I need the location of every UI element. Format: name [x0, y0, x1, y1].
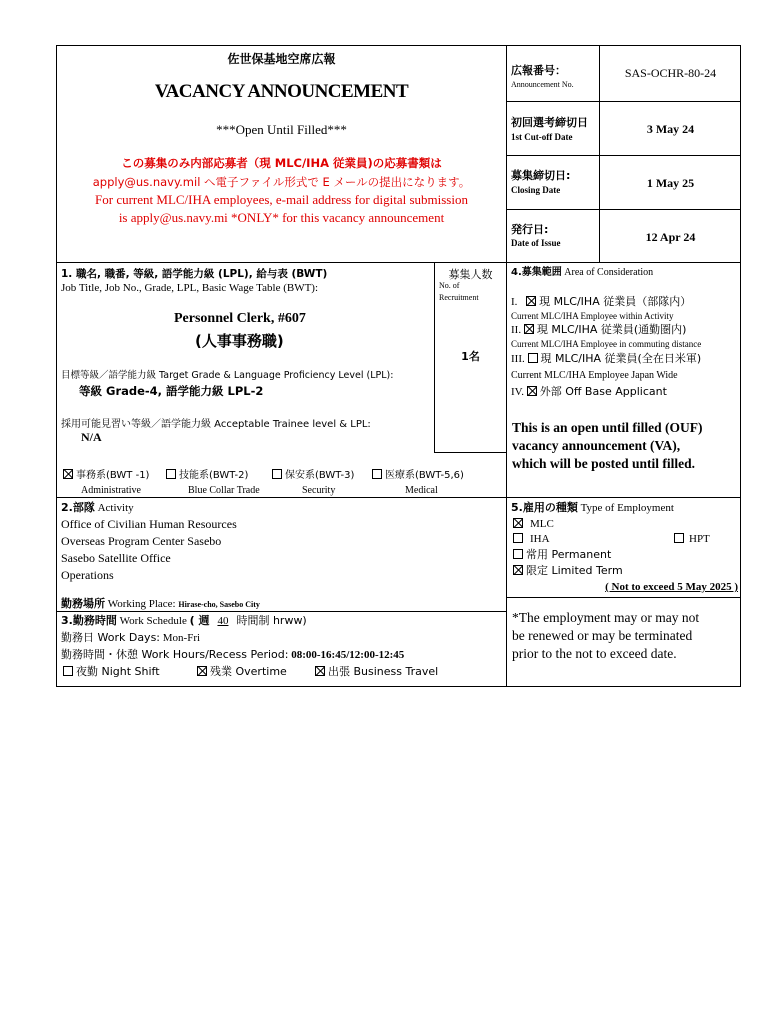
bwt-security-option[interactable]: 保安系(BWT-3) [272, 469, 354, 482]
activity-line-1: Office of Civilian Human Resources [61, 517, 237, 531]
employment-note-line-3: prior to the not to exceed date. [512, 646, 677, 661]
divider-side-2 [506, 155, 741, 156]
note-jp-line-2: apply@us.navy.mil へ電子ファイル形式で E メールの提出になります。 [92, 175, 471, 189]
checked-checkbox-icon [315, 666, 325, 676]
checked-checkbox-icon [524, 324, 534, 334]
divider-section-2 [57, 497, 741, 498]
consideration-option-2-en: Current MLC/IHA Employee in commuting distance [511, 339, 702, 349]
checkbox-icon [63, 666, 73, 676]
target-grade-label: 目標等級／語学能力級 Target Grade & Language Proficiency Level (LPL): [61, 370, 394, 381]
checked-checkbox-icon [197, 666, 207, 676]
section1-heading-en: Job Title, Job No., Grade, LPL, Basic Wage Table (BWT): [61, 282, 319, 294]
divider-section-5-note [506, 597, 741, 598]
page-title: VACANCY ANNOUNCEMENT [154, 81, 409, 102]
activity-line-3: Sasebo Satellite Office [61, 551, 171, 565]
checkbox-icon [674, 533, 684, 543]
consideration-option-1[interactable]: I. 現 MLC/IHA 従業員（部隊内） [511, 295, 692, 308]
activity-line-2: Overseas Program Center Sasebo [61, 534, 222, 548]
bwt-blue-option[interactable]: 技能系(BWT-2) [166, 469, 248, 482]
employment-limited-option[interactable]: 限定 Limited Term [513, 564, 623, 578]
employment-hpt-option[interactable]: HPT [674, 532, 710, 546]
issue-value: 12 Apr 24 [645, 230, 696, 244]
consideration-option-1-en: Current MLC/IHA Employee within Activity [511, 311, 674, 321]
announcement-form [56, 45, 741, 687]
closing-value: 1 May 25 [646, 176, 695, 190]
checked-checkbox-icon [526, 296, 536, 306]
divider-side-1 [506, 101, 741, 102]
office-name: 佐世保基地空席広報 [227, 52, 336, 66]
bwt-blue-en: Blue Collar Trade [188, 485, 260, 496]
bwt-security-en: Security [302, 485, 336, 496]
checked-checkbox-icon [63, 469, 73, 479]
consideration-option-4[interactable]: IV. 外部 Off Base Applicant [511, 385, 667, 398]
note-en-line-2: is apply@us.navy.mi *ONLY* for this vacancy announcement [118, 210, 445, 225]
ouf-line-2: vacancy announcement (VA), [512, 438, 681, 453]
closing-label-jp: 募集締切日: [511, 169, 571, 182]
divider-side-3 [506, 209, 741, 210]
working-place: 勤務場所 Working Place: Hirase-cho, Sasebo City [61, 597, 260, 610]
bwt-admin-en: Administrative [81, 485, 141, 496]
checkbox-icon [513, 549, 523, 559]
consideration-option-3-en: Current MLC/IHA Employee Japan Wide [511, 370, 678, 381]
issue-label-jp: 発行日: [511, 223, 549, 236]
ouf-line-3: which will be posted until filled. [512, 456, 696, 471]
checked-checkbox-icon [513, 518, 523, 528]
checked-checkbox-icon [513, 565, 523, 575]
work-days: 勤務日 Work Days: Mon-Fri [61, 631, 201, 644]
note-jp-line-1: この募集のみ内部応募者（現 MLC/IHA 従業員)の応募書類は [121, 156, 442, 170]
checkbox-icon [513, 533, 523, 543]
section1-heading-jp: 1. 職名, 職番, 等級, 語学能力級 (LPL), 給与表 (BWT) [61, 268, 328, 280]
bwt-medical-option[interactable]: 医療系(BWT-5,6) [372, 469, 464, 482]
employment-note-line-1: *The employment may or may not [512, 610, 700, 625]
bwt-medical-en: Medical [405, 485, 438, 496]
recruitment-label-jp: 募集人数 [448, 268, 493, 281]
announcement-no-label-en: Announcement No. [511, 80, 574, 89]
business-travel-option[interactable]: 出張 Business Travel [315, 665, 438, 679]
consideration-option-3[interactable]: III. 現 MLC/IHA 従業員(全在日米軍) [511, 352, 702, 365]
section4-heading: 4.募集範囲 Area of Consideration [511, 267, 654, 278]
checkbox-icon [272, 469, 282, 479]
cutoff-value: 3 May 24 [646, 122, 695, 136]
closing-label-en: Closing Date [511, 185, 561, 195]
cutoff-label-en: 1st Cut-off Date [511, 132, 573, 142]
note-en-line-1: For current MLC/IHA employees, e-mail address for digital submission [95, 192, 468, 207]
activity-line-4: Operations [61, 568, 114, 582]
trainee-label: 採用可能見習い等級／語学能力級 Acceptable Trainee level & LPL: [61, 419, 371, 430]
section5-heading: 5.雇用の種類 Type of Employment [511, 501, 674, 514]
checkbox-icon [166, 469, 176, 479]
overtime-option[interactable]: 残業 Overtime [197, 665, 287, 679]
work-hours: 勤務時間・休憩 Work Hours/Recess Period: 08:00-16:45/12:00-12:45 [61, 648, 405, 661]
bwt-admin-option[interactable]: 事務系(BWT -1) [63, 469, 149, 482]
section3-heading: 3.勤務時間 Work Schedule ( 週 40 時間制 hrww) [61, 614, 307, 627]
issue-label-en: Date of Issue [511, 238, 561, 248]
recruitment-label-en-2: Recruitment [439, 293, 479, 302]
open-until-filled: ***Open Until Filled*** [216, 122, 347, 137]
checkbox-icon [528, 353, 538, 363]
night-shift-option[interactable]: 夜勤 Night Shift [63, 665, 160, 679]
ouf-line-1: This is an open until filled (OUF) [512, 420, 703, 435]
section2-heading: 2.部隊 Activity [61, 501, 134, 514]
employment-permanent-option[interactable]: 常用 Permanent [513, 548, 611, 562]
employment-iha-option[interactable]: IHA [513, 532, 550, 546]
cutoff-label-jp: 初回選考締切日 [511, 116, 588, 129]
announcement-no-value: SAS-OCHR-80-24 [624, 66, 717, 80]
job-title-jp: (人事事務職) [195, 332, 284, 350]
announcement-no-label-jp: 広報番号： [511, 64, 566, 77]
trainee-value: N/A [81, 430, 102, 444]
job-title: Personnel Clerk, #607 [174, 311, 306, 326]
checkbox-icon [372, 469, 382, 479]
recruitment-label-en-1: No. of [439, 281, 460, 290]
divider-recruit-bottom [434, 452, 506, 453]
not-to-exceed-date: ( Not to exceed 5 May 2025 ) [605, 581, 738, 593]
target-grade-value: 等級 Grade-4, 語学能力級 LPL-2 [79, 384, 264, 398]
employment-mlc-option[interactable]: MLC [513, 517, 554, 531]
checked-checkbox-icon [527, 386, 537, 396]
consideration-option-2[interactable]: II. 現 MLC/IHA 従業員(通勤圏内) [511, 323, 687, 336]
recruitment-value: 1名 [461, 350, 480, 363]
employment-note-line-2: be renewed or may be terminated [512, 628, 693, 643]
divider-header-bottom [57, 262, 741, 263]
